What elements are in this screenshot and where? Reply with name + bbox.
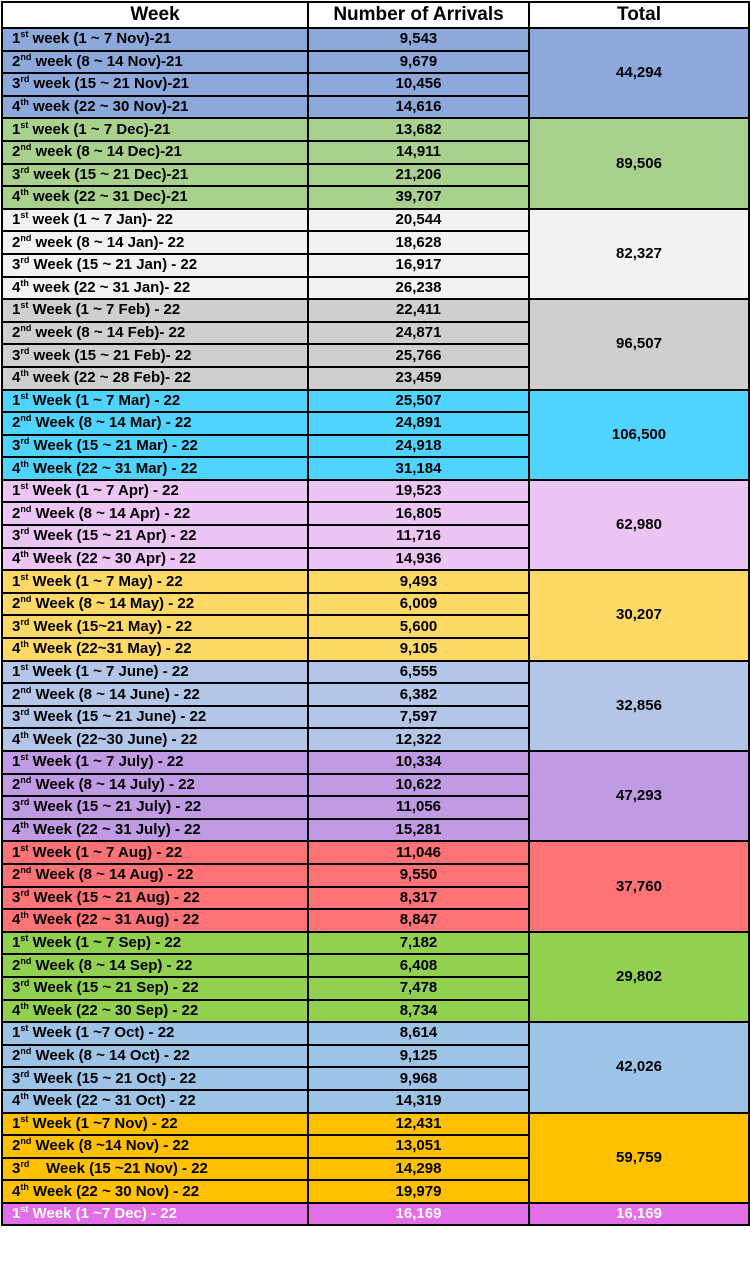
arrivals-cell: 6,009 xyxy=(308,593,529,616)
week-label: week (8 ~ 14 Dec)-21 xyxy=(31,143,182,161)
week-cell xyxy=(2,909,308,932)
week-ordinal-suffix: th xyxy=(20,1000,29,1011)
week-cell xyxy=(2,412,308,435)
week-cell xyxy=(2,1135,308,1158)
week-cell xyxy=(2,1158,308,1181)
arrivals-cell: 24,891 xyxy=(308,412,529,435)
week-cell xyxy=(2,570,308,593)
week-ordinal: 4 xyxy=(12,1001,21,1019)
week-label: Week (1 ~ 7 Feb) - 22 xyxy=(28,301,181,319)
arrivals-cell: 26,238 xyxy=(308,277,529,300)
arrivals-cell: 6,555 xyxy=(308,661,529,684)
header-arrivals: Number of Arrivals xyxy=(308,2,529,28)
week-ordinal: 3 xyxy=(12,1069,21,1087)
week-label: Week (1 ~ 7 June) - 22 xyxy=(28,662,189,680)
arrivals-cell: 16,169 xyxy=(308,1203,529,1226)
week-label: Week (8 ~ 14 May) - 22 xyxy=(31,595,195,613)
header-week: Week xyxy=(2,2,308,28)
total-cell: 30,207 xyxy=(529,570,749,660)
week-ordinal-suffix: rd xyxy=(20,887,30,898)
week-cell xyxy=(2,525,308,548)
header-total: Total xyxy=(529,2,749,28)
week-ordinal-suffix: st xyxy=(20,481,29,492)
week-cell xyxy=(2,864,308,887)
total-cell: 37,760 xyxy=(529,841,749,931)
week-ordinal-suffix: nd xyxy=(20,323,32,334)
week-ordinal-suffix: rd xyxy=(20,255,30,266)
week-ordinal-suffix: th xyxy=(20,1181,29,1192)
week-ordinal: 1 xyxy=(12,301,21,319)
total-cell: 96,507 xyxy=(529,299,749,389)
week-cell xyxy=(2,141,308,164)
week-ordinal: 2 xyxy=(12,504,21,522)
week-ordinal-suffix: st xyxy=(20,210,29,221)
arrivals-cell: 20,544 xyxy=(308,209,529,232)
week-label: week (8 ~ 14 Feb)- 22 xyxy=(31,324,186,342)
week-ordinal-suffix: nd xyxy=(20,684,32,695)
week-ordinal-suffix: nd xyxy=(20,51,32,62)
week-cell xyxy=(2,1090,308,1113)
week-cell xyxy=(2,1180,308,1203)
arrivals-cell: 25,766 xyxy=(308,344,529,367)
week-ordinal-suffix: rd xyxy=(20,707,30,718)
week-ordinal-suffix: st xyxy=(20,1204,29,1215)
arrivals-cell: 39,707 xyxy=(308,186,529,209)
total-cell: 44,294 xyxy=(529,28,749,118)
week-cell xyxy=(2,706,308,729)
arrivals-cell: 7,597 xyxy=(308,706,529,729)
arrivals-cell: 18,628 xyxy=(308,231,529,254)
week-cell xyxy=(2,186,308,209)
total-cell: 62,980 xyxy=(529,480,749,570)
week-cell xyxy=(2,1203,308,1226)
week-label: Week (1 ~7 Oct) - 22 xyxy=(28,1024,175,1042)
arrivals-cell: 15,281 xyxy=(308,819,529,842)
arrivals-cell: 6,382 xyxy=(308,683,529,706)
arrivals-cell: 11,056 xyxy=(308,796,529,819)
week-cell xyxy=(2,502,308,525)
week-ordinal: 1 xyxy=(12,482,21,500)
week-ordinal: 1 xyxy=(12,753,21,771)
arrivals-cell: 12,322 xyxy=(308,728,529,751)
week-ordinal: 4 xyxy=(12,98,21,116)
week-ordinal-suffix: st xyxy=(20,300,29,311)
arrivals-cell: 8,614 xyxy=(308,1022,529,1045)
week-ordinal: 3 xyxy=(12,1159,21,1177)
week-ordinal: 4 xyxy=(12,278,21,296)
arrivals-cell: 14,298 xyxy=(308,1158,529,1181)
week-ordinal-suffix: nd xyxy=(20,594,32,605)
arrivals-cell: 11,046 xyxy=(308,841,529,864)
week-cell xyxy=(2,1022,308,1045)
week-ordinal: 1 xyxy=(12,1114,21,1132)
week-cell xyxy=(2,932,308,955)
week-ordinal-suffix: rd xyxy=(20,797,30,808)
week-ordinal-suffix: st xyxy=(20,571,29,582)
table-row xyxy=(2,1113,749,1136)
week-cell xyxy=(2,1000,308,1023)
arrivals-cell: 8,317 xyxy=(308,887,529,910)
arrivals-cell: 7,478 xyxy=(308,977,529,1000)
week-cell xyxy=(2,661,308,684)
week-ordinal-suffix: nd xyxy=(20,503,32,514)
week-ordinal-suffix: rd xyxy=(20,526,30,537)
week-ordinal-suffix: th xyxy=(20,729,29,740)
arrivals-cell: 5,600 xyxy=(308,615,529,638)
week-ordinal: 2 xyxy=(12,595,21,613)
table-body xyxy=(2,28,749,1225)
week-label: Week (1 ~ 7 July) - 22 xyxy=(28,753,184,771)
week-cell xyxy=(2,457,308,480)
week-cell xyxy=(2,367,308,390)
week-label: Week (8 ~ 14 June) - 22 xyxy=(31,685,200,703)
total-cell: 32,856 xyxy=(529,661,749,751)
total-cell: 59,759 xyxy=(529,1113,749,1203)
week-cell xyxy=(2,209,308,232)
arrivals-cell: 7,182 xyxy=(308,932,529,955)
total-cell: 89,506 xyxy=(529,118,749,208)
week-label: Week (8 ~ 14 July) - 22 xyxy=(31,775,195,793)
week-ordinal: 2 xyxy=(12,685,21,703)
week-label: Week (8 ~ 14 Apr) - 22 xyxy=(31,504,191,522)
arrivals-cell: 14,936 xyxy=(308,548,529,571)
week-label: Week (22 ~ 30 Apr) - 22 xyxy=(28,549,197,567)
week-cell xyxy=(2,954,308,977)
week-ordinal: 1 xyxy=(12,391,21,409)
week-ordinal-suffix: th xyxy=(20,910,29,921)
table-row xyxy=(2,570,749,593)
week-ordinal: 1 xyxy=(12,934,21,952)
week-label: Week (8 ~ 14 Mar) - 22 xyxy=(31,414,192,432)
week-ordinal: 4 xyxy=(12,1182,21,1200)
week-label: Week (22 ~ 31 Mar) - 22 xyxy=(28,459,198,477)
arrivals-cell: 9,550 xyxy=(308,864,529,887)
week-label: Week (15 ~ 21 Jan) - 22 xyxy=(29,256,198,274)
week-ordinal-suffix: th xyxy=(20,548,29,559)
arrivals-cell: 25,507 xyxy=(308,390,529,413)
week-cell xyxy=(2,299,308,322)
table-row xyxy=(2,299,749,322)
week-cell xyxy=(2,322,308,345)
week-ordinal: 1 xyxy=(12,211,21,229)
week-ordinal: 1 xyxy=(12,572,21,590)
week-cell xyxy=(2,164,308,187)
arrivals-cell: 19,523 xyxy=(308,480,529,503)
week-cell xyxy=(2,728,308,751)
week-ordinal-suffix: rd xyxy=(20,1158,30,1169)
week-ordinal-suffix: rd xyxy=(20,978,30,989)
week-label: week (22 ~ 30 Nov)-21 xyxy=(28,98,189,116)
week-ordinal-suffix: th xyxy=(20,97,29,108)
table-row xyxy=(2,118,749,141)
week-ordinal-suffix: st xyxy=(20,29,29,40)
week-ordinal-suffix: th xyxy=(20,820,29,831)
week-label: Week (1 ~ 7 May) - 22 xyxy=(28,572,183,590)
header-row xyxy=(2,2,749,28)
week-cell xyxy=(2,390,308,413)
arrivals-cell: 24,918 xyxy=(308,435,529,458)
week-ordinal-suffix: nd xyxy=(20,955,32,966)
week-label: week (1 ~ 7 Nov)-21 xyxy=(28,30,172,48)
table-row xyxy=(2,1203,749,1226)
arrivals-cell: 22,411 xyxy=(308,299,529,322)
arrivals-cell: 9,543 xyxy=(308,28,529,51)
week-ordinal-suffix: st xyxy=(20,390,29,401)
week-label: week (22 ~ 31 Jan)- 22 xyxy=(28,278,191,296)
total-cell: 106,500 xyxy=(529,390,749,480)
week-ordinal: 4 xyxy=(12,369,21,387)
week-ordinal: 4 xyxy=(12,1092,21,1110)
week-cell xyxy=(2,73,308,96)
week-ordinal: 4 xyxy=(12,188,21,206)
week-cell xyxy=(2,683,308,706)
week-label: Week (15 ~ 21 Sep) - 22 xyxy=(29,979,199,997)
arrivals-cell: 9,493 xyxy=(308,570,529,593)
week-ordinal: 2 xyxy=(12,866,21,884)
week-ordinal-suffix: rd xyxy=(20,345,30,356)
arrivals-cell: 8,847 xyxy=(308,909,529,932)
week-label: week (15 ~ 21 Dec)-21 xyxy=(29,165,189,183)
week-ordinal-suffix: st xyxy=(20,1113,29,1124)
week-cell xyxy=(2,51,308,74)
arrivals-cell: 10,622 xyxy=(308,774,529,797)
week-cell xyxy=(2,548,308,571)
arrivals-cell: 9,968 xyxy=(308,1067,529,1090)
week-label: week (1 ~ 7 Jan)- 22 xyxy=(28,211,174,229)
week-ordinal-suffix: th xyxy=(20,187,29,198)
week-label: week (22 ~ 31 Dec)-21 xyxy=(28,188,188,206)
week-ordinal: 3 xyxy=(12,798,21,816)
week-ordinal: 1 xyxy=(12,120,21,138)
week-label: Week (15 ~ 21 June) - 22 xyxy=(29,708,207,726)
arrivals-cell: 31,184 xyxy=(308,457,529,480)
week-cell xyxy=(2,1067,308,1090)
week-cell xyxy=(2,1045,308,1068)
week-label: Week (1 ~ 7 Mar) - 22 xyxy=(28,391,181,409)
week-ordinal: 3 xyxy=(12,617,21,635)
week-label: Week (8 ~ 14 Aug) - 22 xyxy=(31,866,194,884)
arrivals-cell: 9,125 xyxy=(308,1045,529,1068)
week-ordinal: 3 xyxy=(12,75,21,93)
week-ordinal: 3 xyxy=(12,165,21,183)
week-cell xyxy=(2,887,308,910)
arrivals-cell: 10,456 xyxy=(308,73,529,96)
week-ordinal-suffix: nd xyxy=(20,1046,32,1057)
arrivals-cell: 19,979 xyxy=(308,1180,529,1203)
week-ordinal: 1 xyxy=(12,30,21,48)
week-label: Week (15 ~ 21 Oct) - 22 xyxy=(29,1069,197,1087)
arrivals-cell: 12,431 xyxy=(308,1113,529,1136)
arrivals-cell: 14,911 xyxy=(308,141,529,164)
week-cell xyxy=(2,1113,308,1136)
arrivals-cell: 9,105 xyxy=(308,638,529,661)
week-label: week (1 ~ 7 Dec)-21 xyxy=(28,120,171,138)
week-cell xyxy=(2,28,308,51)
week-ordinal-suffix: nd xyxy=(20,865,32,876)
week-ordinal: 2 xyxy=(12,414,21,432)
week-cell xyxy=(2,819,308,842)
week-label: Week (15 ~ 21 July) - 22 xyxy=(29,798,202,816)
week-ordinal-suffix: rd xyxy=(20,164,30,175)
week-ordinal-suffix: st xyxy=(20,119,29,130)
week-label: Week (1 ~ 7 Aug) - 22 xyxy=(28,843,183,861)
week-label: Week (1 ~7 Nov) - 22 xyxy=(28,1114,178,1132)
total-cell: 29,802 xyxy=(529,932,749,1022)
table-row xyxy=(2,932,749,955)
week-ordinal: 2 xyxy=(12,775,21,793)
week-ordinal-suffix: th xyxy=(20,639,29,650)
table-row xyxy=(2,1022,749,1045)
week-cell xyxy=(2,841,308,864)
week-ordinal-suffix: nd xyxy=(20,232,32,243)
week-label: Week (15 ~ 21 Apr) - 22 xyxy=(29,527,197,545)
total-cell: 82,327 xyxy=(529,209,749,299)
week-ordinal: 4 xyxy=(12,911,21,929)
arrivals-cell: 16,917 xyxy=(308,254,529,277)
week-ordinal-suffix: st xyxy=(20,752,29,763)
week-label: Week (22 ~ 30 Sep) - 22 xyxy=(28,1001,199,1019)
week-ordinal: 3 xyxy=(12,527,21,545)
week-ordinal-suffix: nd xyxy=(20,142,32,153)
arrivals-cell: 24,871 xyxy=(308,322,529,345)
week-ordinal-suffix: st xyxy=(20,933,29,944)
week-label: Week (22~31 May) - 22 xyxy=(28,640,192,658)
week-ordinal-suffix: th xyxy=(20,458,29,469)
week-label: week (8 ~ 14 Nov)-21 xyxy=(31,52,183,70)
week-cell xyxy=(2,615,308,638)
week-label: Week (15 ~ 21 Mar) - 22 xyxy=(29,436,198,454)
week-cell xyxy=(2,774,308,797)
week-cell xyxy=(2,118,308,141)
week-ordinal: 3 xyxy=(12,888,21,906)
week-ordinal-suffix: th xyxy=(20,1091,29,1102)
week-ordinal: 4 xyxy=(12,549,21,567)
week-cell xyxy=(2,96,308,119)
week-label: week (15 ~ 21 Nov)-21 xyxy=(29,75,190,93)
week-ordinal: 4 xyxy=(12,730,21,748)
week-label: Week (8 ~14 Nov) - 22 xyxy=(31,1137,190,1155)
week-cell xyxy=(2,751,308,774)
week-label: Week (1 ~ 7 Sep) - 22 xyxy=(28,934,182,952)
week-ordinal: 1 xyxy=(12,1205,21,1223)
table-row xyxy=(2,661,749,684)
week-ordinal: 2 xyxy=(12,324,21,342)
arrivals-cell: 16,805 xyxy=(308,502,529,525)
week-ordinal: 2 xyxy=(12,956,21,974)
arrivals-cell: 6,408 xyxy=(308,954,529,977)
week-cell xyxy=(2,593,308,616)
arrivals-cell: 14,319 xyxy=(308,1090,529,1113)
week-ordinal: 2 xyxy=(12,52,21,70)
week-cell xyxy=(2,480,308,503)
week-ordinal: 1 xyxy=(12,662,21,680)
week-ordinal: 1 xyxy=(12,843,21,861)
week-label: week (15 ~ 21 Feb)- 22 xyxy=(29,346,192,364)
week-label: Week (22~30 June) - 22 xyxy=(28,730,198,748)
total-cell: 42,026 xyxy=(529,1022,749,1112)
week-ordinal-suffix: th xyxy=(20,368,29,379)
week-ordinal-suffix: rd xyxy=(20,74,30,85)
week-label: Week (8 ~ 14 Oct) - 22 xyxy=(31,1047,190,1065)
week-ordinal-suffix: rd xyxy=(20,1068,30,1079)
arrivals-cell: 9,679 xyxy=(308,51,529,74)
table-row xyxy=(2,209,749,232)
week-cell xyxy=(2,344,308,367)
week-cell xyxy=(2,638,308,661)
week-cell xyxy=(2,796,308,819)
week-ordinal-suffix: rd xyxy=(20,435,30,446)
week-ordinal-suffix: rd xyxy=(20,616,30,627)
week-label: Week (22 ~ 30 Nov) - 22 xyxy=(28,1182,200,1200)
week-ordinal: 4 xyxy=(12,640,21,658)
table-row xyxy=(2,390,749,413)
week-ordinal: 2 xyxy=(12,1047,21,1065)
table-row xyxy=(2,28,749,51)
week-ordinal: 2 xyxy=(12,233,21,251)
week-ordinal-suffix: nd xyxy=(20,1136,32,1147)
week-ordinal: 2 xyxy=(12,1137,21,1155)
total-cell: 16,169 xyxy=(529,1203,749,1226)
week-ordinal: 1 xyxy=(12,1024,21,1042)
week-label: Week (8 ~ 14 Sep) - 22 xyxy=(31,956,193,974)
week-label: Week (1 ~ 7 Apr) - 22 xyxy=(28,482,179,500)
week-ordinal: 3 xyxy=(12,708,21,726)
week-cell xyxy=(2,231,308,254)
week-label: Week (22 ~ 31 Aug) - 22 xyxy=(28,911,200,929)
week-label: Week (15 ~ 21 Aug) - 22 xyxy=(29,888,200,906)
week-ordinal: 3 xyxy=(12,346,21,364)
arrivals-cell: 14,616 xyxy=(308,96,529,119)
week-ordinal: 2 xyxy=(12,143,21,161)
week-cell xyxy=(2,435,308,458)
week-cell xyxy=(2,977,308,1000)
week-cell xyxy=(2,254,308,277)
week-ordinal-suffix: st xyxy=(20,661,29,672)
arrivals-cell: 21,206 xyxy=(308,164,529,187)
table-row xyxy=(2,841,749,864)
total-cell: 47,293 xyxy=(529,751,749,841)
arrivals-cell: 13,051 xyxy=(308,1135,529,1158)
week-label: Week (15 ~21 Nov) - 22 xyxy=(29,1159,208,1177)
week-label: Week (1 ~7 Dec) - 22 xyxy=(28,1205,177,1223)
week-ordinal: 3 xyxy=(12,979,21,997)
week-label: week (22 ~ 28 Feb)- 22 xyxy=(28,369,192,387)
week-ordinal-suffix: nd xyxy=(20,774,32,785)
week-ordinal-suffix: st xyxy=(20,842,29,853)
week-ordinal-suffix: th xyxy=(20,277,29,288)
arrivals-cell: 23,459 xyxy=(308,367,529,390)
arrivals-cell: 10,334 xyxy=(308,751,529,774)
week-ordinal-suffix: nd xyxy=(20,413,32,424)
arrivals-cell: 13,682 xyxy=(308,118,529,141)
week-ordinal: 4 xyxy=(12,459,21,477)
week-label: Week (22 ~ 31 Oct) - 22 xyxy=(28,1092,196,1110)
week-label: week (8 ~ 14 Jan)- 22 xyxy=(31,233,185,251)
week-ordinal-suffix: st xyxy=(20,1023,29,1034)
table-row xyxy=(2,751,749,774)
week-label: Week (22 ~ 31 July) - 22 xyxy=(28,821,201,839)
arrivals-cell: 11,716 xyxy=(308,525,529,548)
week-cell xyxy=(2,277,308,300)
table-row xyxy=(2,480,749,503)
arrivals-cell: 8,734 xyxy=(308,1000,529,1023)
week-ordinal: 3 xyxy=(12,436,21,454)
week-label: Week (15~21 May) - 22 xyxy=(29,617,193,635)
arrivals-table xyxy=(1,1,750,1226)
week-ordinal: 3 xyxy=(12,256,21,274)
week-ordinal: 4 xyxy=(12,821,21,839)
